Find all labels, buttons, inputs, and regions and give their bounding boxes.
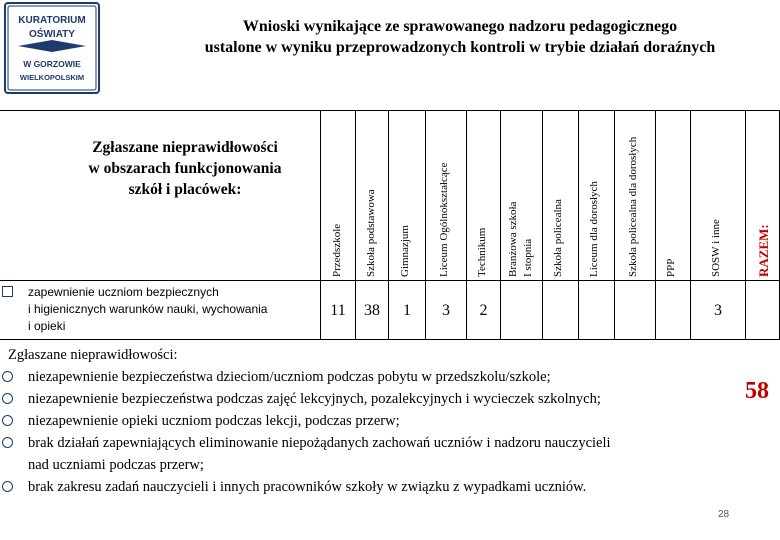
row-label-line2: i higienicznych warunków nauki, wychowania: [28, 302, 268, 316]
logo-line2: OŚWIATY: [29, 29, 75, 40]
cell-technikum: 2: [479, 302, 488, 319]
row-header-line3: szkół i placówek:: [128, 181, 242, 198]
details-item-2: niezapewnienie bezpieczeństwa podczas zajęć lekcyjnych, pozalekcyjnych i wycieczek szkolnych;: [28, 391, 601, 407]
col-header-liceum-dla-doroslych: Liceum dla dorosłych: [588, 181, 600, 277]
cell-szkola-podstawowa: 38: [364, 302, 380, 319]
details-item-5: brak zakresu zadań nauczycieli i innych pracowników szkoły w związku z wypadkami uczniów.: [28, 479, 587, 495]
cell-gimnazjum: 1: [403, 302, 411, 319]
details-list: [8, 344, 611, 498]
details-heading: Zgłaszane nieprawidłowości:: [8, 347, 178, 363]
col-header-przedszkole: Przedszkole: [331, 223, 343, 277]
col-header-branzowa-szkola-line2: I stopnia: [522, 238, 534, 277]
cell-sosw: 3: [714, 302, 722, 319]
col-header-liceum-ogolnoksztalcace: Liceum Ogólnokształcące: [438, 162, 450, 277]
kuratorium-logo: [4, 2, 100, 94]
logo-line3: W GORZOWIE: [23, 59, 81, 69]
round-bullet-icon: [2, 481, 13, 492]
cell-przedszkole: 11: [330, 302, 346, 319]
page-title: [150, 16, 770, 58]
details-item-3: niezapewnienie opieki uczniom podczas lekcji, podczas przerw;: [28, 413, 400, 429]
title-line2: ustalone w wyniku przeprowadzonych kontroli w trybie działań doraźnych: [204, 39, 716, 56]
col-header-branzowa-szkola: Branżowa szkoła: [507, 201, 519, 277]
details-item-4-cont: nad uczniami podczas przerw;: [28, 457, 204, 473]
row-header: [40, 137, 330, 200]
details-item-1: niezapewnienie bezpieczeństwa dzieciom/uczniom podczas pobytu w przedszkolu/szkole;: [28, 369, 551, 385]
details-item-4: brak działań zapewniających eliminowanie niepożądanych zachowań uczniów i nadzoru nauczycieli: [28, 435, 611, 451]
col-header-sosw: SOSW i inne: [710, 219, 722, 277]
square-bullet-icon: [2, 286, 13, 297]
logo-line4: WIELKOPOLSKIM: [19, 73, 85, 82]
col-header-szkola-policealna: Szkoła policealna: [552, 199, 564, 277]
row-label-line1: zapewnienie uczniom bezpiecznych: [28, 285, 219, 299]
row-label: [28, 284, 318, 335]
col-header-szkola-policealna-dla-doroslych: Szkoła policealna dla dorosłych: [627, 136, 639, 277]
round-bullet-icon: [2, 415, 13, 426]
round-bullet-icon: [2, 437, 13, 448]
col-header-ppp: PPP: [665, 258, 677, 277]
round-bullet-icon: [2, 393, 13, 404]
col-header-szkola-podstawowa: Szkoła podstawowa: [365, 189, 377, 277]
row-label-line3: i opieki: [28, 319, 66, 333]
col-header-razem: RAZEM:: [756, 224, 771, 277]
logo-line1: KURATORIUM: [18, 15, 86, 26]
total-value: 58: [745, 378, 769, 404]
cell-liceum-ogolnoksztalcace: 3: [442, 302, 450, 319]
title-line1: Wnioski wynikające ze sprawowanego nadzoru pedagogicznego: [242, 18, 678, 35]
round-bullet-icon: [2, 371, 13, 382]
row-header-line2: w obszarach funkcjonowania: [88, 160, 282, 177]
col-header-gimnazjum: Gimnazjum: [399, 225, 411, 277]
col-header-technikum: Technikum: [476, 227, 488, 277]
row-header-line1: Zgłaszane nieprawidłowości: [92, 139, 278, 156]
page-number: 28: [718, 509, 730, 520]
